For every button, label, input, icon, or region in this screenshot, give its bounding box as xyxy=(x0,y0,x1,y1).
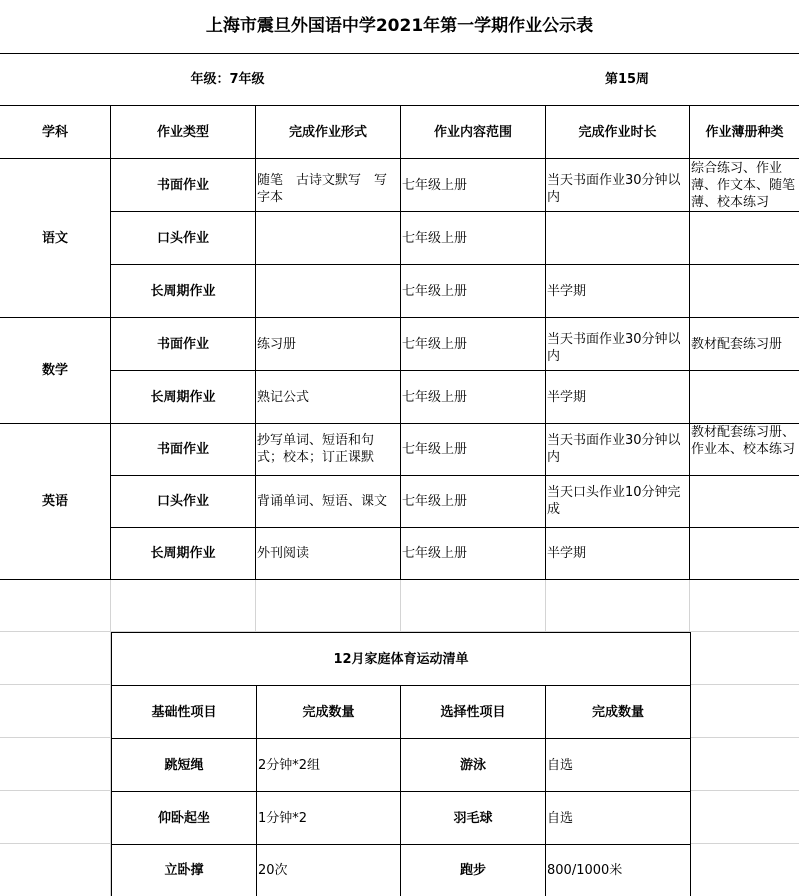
hw-range: 七年级上册 xyxy=(401,318,546,371)
hw-range: 七年级上册 xyxy=(401,265,546,318)
hw-form: 背诵单词、短语、课文 xyxy=(256,476,401,528)
empty-cell xyxy=(111,580,256,632)
hw-duration: 当天书面作业30分钟以内 xyxy=(546,159,690,212)
hw-form: 练习册 xyxy=(256,318,401,371)
hw-books xyxy=(690,476,799,528)
hw-type: 书面作业 xyxy=(111,318,256,371)
sports-header-basic: 基础性项目 xyxy=(111,686,257,739)
grade-label: 年级：7年级 xyxy=(0,54,455,106)
empty-cell xyxy=(256,580,401,632)
empty-cell xyxy=(0,738,111,791)
empty-cell xyxy=(690,580,799,632)
hw-type: 书面作业 xyxy=(111,159,256,212)
hw-books xyxy=(690,528,799,580)
empty-cell xyxy=(401,580,546,632)
sports-basic-item: 跳短绳 xyxy=(111,739,257,792)
sports-optional-item: 游泳 xyxy=(401,739,546,792)
empty-cell xyxy=(0,580,111,632)
sports-optional-item: 羽毛球 xyxy=(401,792,546,845)
empty-cell xyxy=(690,632,799,685)
hw-books: 综合练习、作业薄、作文本、随笔薄、校本练习 xyxy=(690,159,799,212)
header-subject: 学科 xyxy=(0,106,111,159)
empty-cell xyxy=(0,791,111,844)
empty-cell xyxy=(0,685,111,738)
hw-books xyxy=(690,265,799,318)
hw-duration: 半学期 xyxy=(546,371,690,424)
sports-optional-item: 跑步 xyxy=(401,845,546,896)
hw-form: 熟记公式 xyxy=(256,371,401,424)
header-form: 完成作业形式 xyxy=(256,106,401,159)
hw-type: 口头作业 xyxy=(111,476,256,528)
subject-chinese: 语文 xyxy=(0,159,111,318)
hw-type: 书面作业 xyxy=(111,424,256,476)
sports-basic-qty: 20次 xyxy=(257,845,401,896)
hw-range: 七年级上册 xyxy=(401,159,546,212)
empty-cell xyxy=(690,685,799,738)
empty-cell xyxy=(690,791,799,844)
hw-range: 七年级上册 xyxy=(401,424,546,476)
hw-duration: 当天书面作业30分钟以内 xyxy=(546,318,690,371)
empty-cell xyxy=(690,738,799,791)
hw-range: 七年级上册 xyxy=(401,528,546,580)
sports-basic-item: 仰卧起坐 xyxy=(111,792,257,845)
subject-english: 英语 xyxy=(0,424,111,580)
sports-optional-qty: 自选 xyxy=(546,792,691,845)
hw-form: 抄写单词、短语和句式；校本；订正课默 xyxy=(256,424,401,476)
hw-form: 外刊阅读 xyxy=(256,528,401,580)
hw-books xyxy=(690,371,799,424)
sports-header-basic-qty: 完成数量 xyxy=(257,686,401,739)
sports-header-optional-qty: 完成数量 xyxy=(546,686,691,739)
hw-books: 教材配套练习册、作业本、校本练习 xyxy=(690,424,799,476)
hw-books xyxy=(690,212,799,265)
hw-duration: 当天口头作业10分钟完成 xyxy=(546,476,690,528)
hw-duration: 当天书面作业30分钟以内 xyxy=(546,424,690,476)
empty-cell xyxy=(546,580,690,632)
sports-optional-qty: 自选 xyxy=(546,739,691,792)
hw-form xyxy=(256,265,401,318)
hw-books: 教材配套练习册 xyxy=(690,318,799,371)
hw-type: 长周期作业 xyxy=(111,528,256,580)
week-label: 第15周 xyxy=(455,54,799,106)
hw-type: 长周期作业 xyxy=(111,265,256,318)
empty-cell xyxy=(0,632,111,685)
hw-form: 随笔 古诗文默写 写字本 xyxy=(256,159,401,212)
sports-optional-qty: 800/1000米 xyxy=(546,845,691,896)
page-title: 上海市震旦外国语中学2021年第一学期作业公示表 xyxy=(0,0,799,54)
header-books: 作业薄册种类 xyxy=(690,106,799,159)
empty-cell xyxy=(0,844,111,896)
sports-basic-item: 立卧撑 xyxy=(111,845,257,896)
hw-duration: 半学期 xyxy=(546,528,690,580)
header-duration: 完成作业时长 xyxy=(546,106,690,159)
hw-form xyxy=(256,212,401,265)
hw-range: 七年级上册 xyxy=(401,476,546,528)
hw-range: 七年级上册 xyxy=(401,212,546,265)
hw-type: 口头作业 xyxy=(111,212,256,265)
header-range: 作业内容范围 xyxy=(401,106,546,159)
sports-basic-qty: 2分钟*2组 xyxy=(257,739,401,792)
hw-type: 长周期作业 xyxy=(111,371,256,424)
hw-range: 七年级上册 xyxy=(401,371,546,424)
header-type: 作业类型 xyxy=(111,106,256,159)
hw-duration xyxy=(546,212,690,265)
sports-title: 12月家庭体育运动清单 xyxy=(111,632,691,686)
hw-duration: 半学期 xyxy=(546,265,690,318)
sports-header-optional: 选择性项目 xyxy=(401,686,546,739)
subject-math: 数学 xyxy=(0,318,111,424)
sports-basic-qty: 1分钟*2 xyxy=(257,792,401,845)
